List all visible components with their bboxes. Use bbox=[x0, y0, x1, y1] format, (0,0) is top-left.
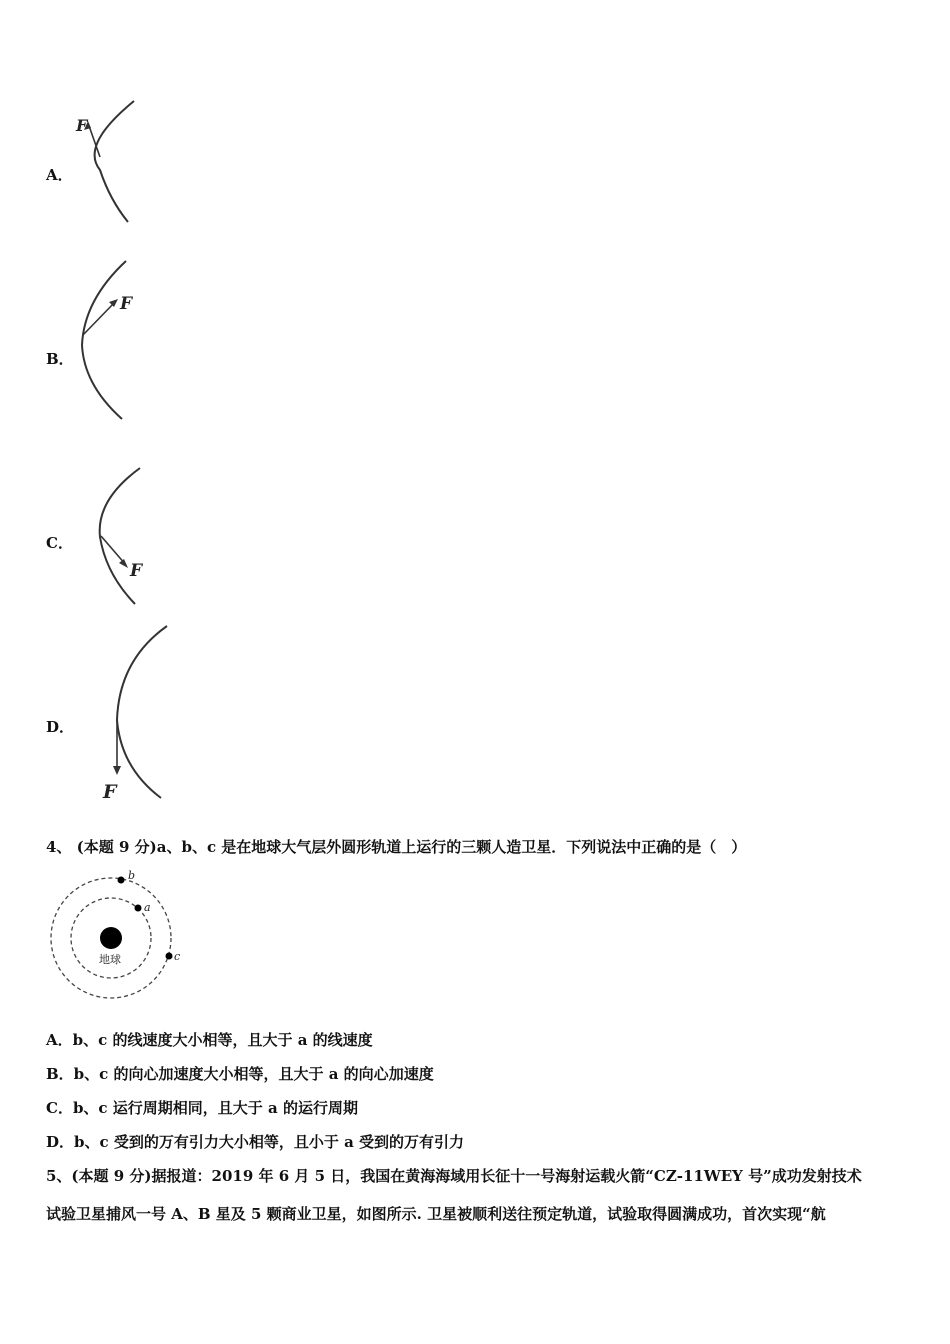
force-label-a: F bbox=[76, 116, 88, 135]
trajectory-curve-a bbox=[95, 101, 134, 222]
trajectory-curve-d bbox=[117, 626, 167, 798]
option-c-label: C． bbox=[46, 534, 73, 552]
satellite-c-label: c bbox=[174, 950, 181, 963]
satellite-b-label: b bbox=[128, 869, 136, 882]
option-d-figure bbox=[95, 620, 185, 805]
option-a-figure bbox=[70, 95, 150, 230]
option-b-label: B． bbox=[46, 350, 74, 368]
satellite-c bbox=[166, 953, 173, 960]
satellite-a-label: a bbox=[144, 901, 151, 914]
option-b-figure bbox=[70, 255, 160, 425]
force-arrowhead-c bbox=[119, 559, 128, 568]
force-label-c: F bbox=[130, 561, 143, 581]
force-label-d: F bbox=[103, 781, 117, 803]
satellite-orbit-figure bbox=[48, 868, 188, 1003]
q4-choice-c: C．b、c 运行周期相同，且大于 a 的运行周期 bbox=[46, 1099, 358, 1117]
option-d-label: D． bbox=[46, 718, 75, 736]
satellite-a bbox=[135, 905, 142, 912]
question-5-stem bbox=[46, 1157, 906, 1233]
option-a-label: A． bbox=[46, 166, 73, 184]
q5-line-2: 试验卫星捕风一号 A、B 星及 5 颗商业卫星，如图所示. 卫星被顺利送往预定轨道，试验取得圆满成功，首次实现“航 bbox=[46, 1205, 826, 1223]
force-label-b: F bbox=[120, 294, 133, 314]
q5-line-1: 5、(本题 9 分)据报道：2019 年 6 月 5 日，我国在黄海海域用长征十一号海射运载火箭“CZ-11WEY 号”成功发射技术 bbox=[46, 1167, 862, 1185]
q4-choice-a: A．b、c 的线速度大小相等，且大于 a 的线速度 bbox=[46, 1031, 373, 1049]
force-arrowhead-d bbox=[113, 766, 121, 775]
earth-label: 地球 bbox=[99, 953, 121, 966]
trajectory-curve-c bbox=[100, 468, 140, 604]
question-4-stem: 4、 (本题 9 分)a、b、c 是在地球大气层外圆形轨道上运行的三颗人造卫星．下列说法中正确的是（ ） bbox=[46, 838, 747, 856]
satellite-b bbox=[118, 877, 125, 884]
option-c-figure bbox=[80, 462, 170, 612]
q4-choice-d: D．b、c 受到的万有引力大小相等，且小于 a 受到的万有引力 bbox=[46, 1133, 465, 1151]
q4-choice-b: B．b、c 的向心加速度大小相等，且大于 a 的向心加速度 bbox=[46, 1065, 434, 1083]
earth-disk bbox=[100, 927, 122, 949]
trajectory-curve-b bbox=[82, 261, 126, 419]
